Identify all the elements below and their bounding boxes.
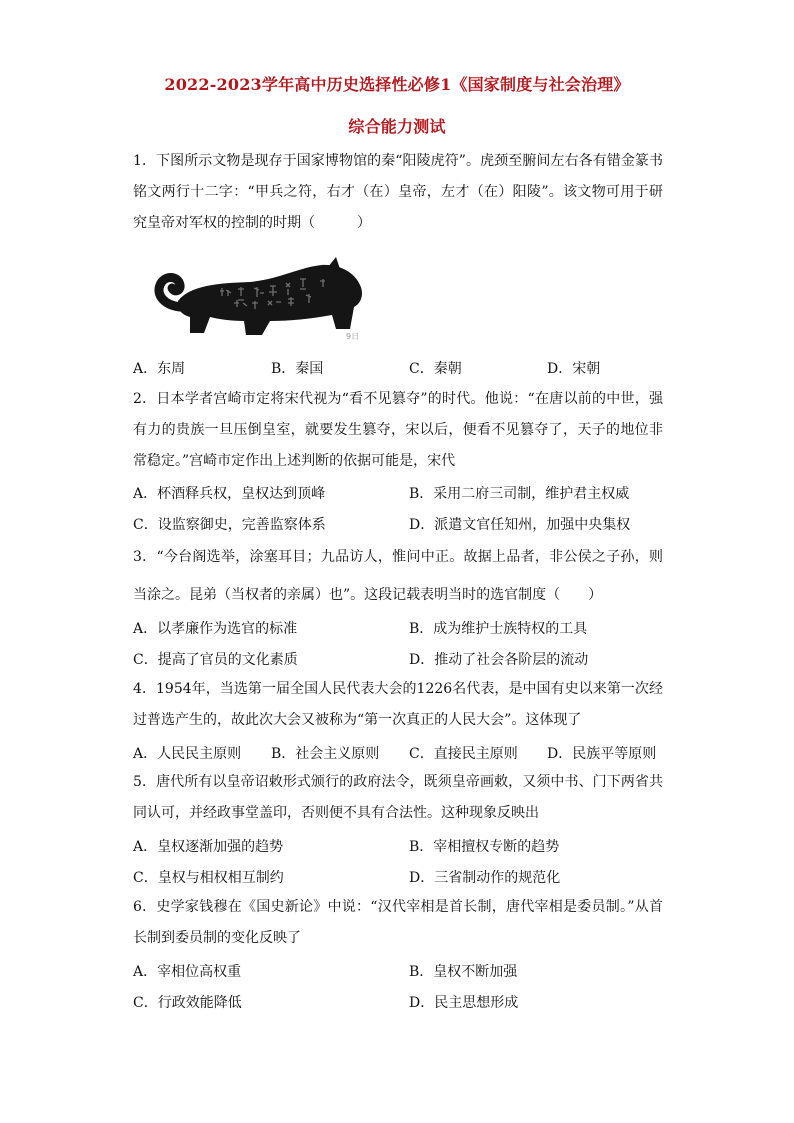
option-d[interactable]: D．宋朝	[547, 361, 601, 377]
option-a[interactable]: A．杯酒释兵权，皇权达到顶峰	[133, 486, 326, 502]
tiger-tally-icon	[150, 255, 370, 347]
question-4-stem: 4．1954年，当选第一届全国人民代表大会的1226名代表，是中国有史以来第一次经过普选产生的，故此次大会又被称为“第一次真正的人民大会”。这体现了	[133, 681, 663, 728]
option-c[interactable]: C．直接民主原则	[409, 746, 518, 762]
option-d[interactable]: D．三省制动作的规范化	[409, 870, 561, 886]
option-c[interactable]: C．皇权与相权相互制约	[133, 870, 284, 886]
option-a[interactable]: A．宰相位高权重	[133, 964, 242, 980]
question-5-stem: 5．唐代所有以皇帝诏敕形式颁行的政府法令，既须皇帝画敕，又须中书、门下两省共同认可，并经政事堂盖印，否则便不具有合法性。这种现象反映出	[133, 774, 663, 821]
svg-text:9日: 9日	[346, 332, 360, 341]
option-b[interactable]: B．成为维护士族特权的工具	[409, 621, 588, 637]
page-title: 2022-2023学年高中历史选择性必修1《国家制度与社会治理》	[164, 75, 630, 94]
option-d[interactable]: D．民族平等原则	[547, 746, 657, 762]
option-c[interactable]: C．设监察御史，完善监察体系	[133, 517, 326, 533]
option-b[interactable]: B．秦国	[271, 361, 324, 377]
option-d[interactable]: D．推动了社会各阶层的流动	[409, 652, 589, 668]
option-b[interactable]: B．宰相擅权专断的趋势	[409, 839, 560, 855]
question-2-options-row1	[133, 483, 663, 505]
question-5-options-row2	[133, 867, 663, 889]
option-a[interactable]: A．皇权逐渐加强的趋势	[133, 839, 284, 855]
page-subtitle: 综合能力测试	[348, 117, 446, 136]
option-a[interactable]: A．以孝廉作为选官的标准	[133, 621, 298, 637]
question-3-stem: 3．“今台阁选举，涂塞耳目；九品访人，惟问中正。故据上品者，非公侯之子孙，则当涂之。昆弟（当权者的亲属）也”。这段记载表明当时的选官制度（ ）	[133, 549, 663, 603]
question-3-options-row1	[133, 618, 663, 640]
option-c[interactable]: C．提高了官员的文化素质	[133, 652, 298, 668]
question-1-options	[133, 358, 663, 380]
question-6-options-row1	[133, 961, 663, 983]
question-6-options-row2	[133, 992, 663, 1014]
option-c[interactable]: C．秦朝	[409, 361, 462, 377]
option-d[interactable]: D．派遣文官任知州，加强中央集权	[409, 517, 631, 533]
question-2-stem: 2．日本学者宫崎市定将宋代视为“看不见篡夺”的时代。他说：“在唐以前的中世，强有力的贵族一旦压倒皇室，就要发生篡夺，宋以后，便看不见篡夺了，天子的地位非常稳定。”宫崎市定作出上述判断的依据可能是，宋代	[133, 391, 663, 469]
question-2-options-row2	[133, 514, 663, 536]
question-6-stem: 6．史学家钱穆在《国史新论》中说：“汉代宰相是首长制，唐代宰相是委员制。”从首长制到委员制的变化反映了	[133, 899, 663, 946]
question-3-options-row2	[133, 649, 663, 671]
option-a[interactable]: A．人民民主原则	[133, 746, 242, 762]
question-5-options-row1	[133, 836, 663, 858]
option-c[interactable]: C．行政效能降低	[133, 995, 242, 1011]
question-1-stem: 1．下图所示文物是现存于国家博物馆的秦“阳陵虎符”。虎颈至腑间左右各有错金篆书铭文两行十二字：“甲兵之符，右才（在）皇帝，左才（在）阳陵”。该文物可用于研究皇帝对军权的控制的时期（ ）	[133, 153, 663, 231]
question-4-options	[133, 743, 663, 765]
option-b[interactable]: B．社会主义原则	[271, 746, 380, 762]
option-d[interactable]: D．民主思想形成	[409, 995, 519, 1011]
option-b[interactable]: B．采用二府三司制，维护君主权威	[409, 486, 630, 502]
option-b[interactable]: B．皇权不断加强	[409, 964, 518, 980]
option-a[interactable]: A．东周	[133, 361, 186, 377]
